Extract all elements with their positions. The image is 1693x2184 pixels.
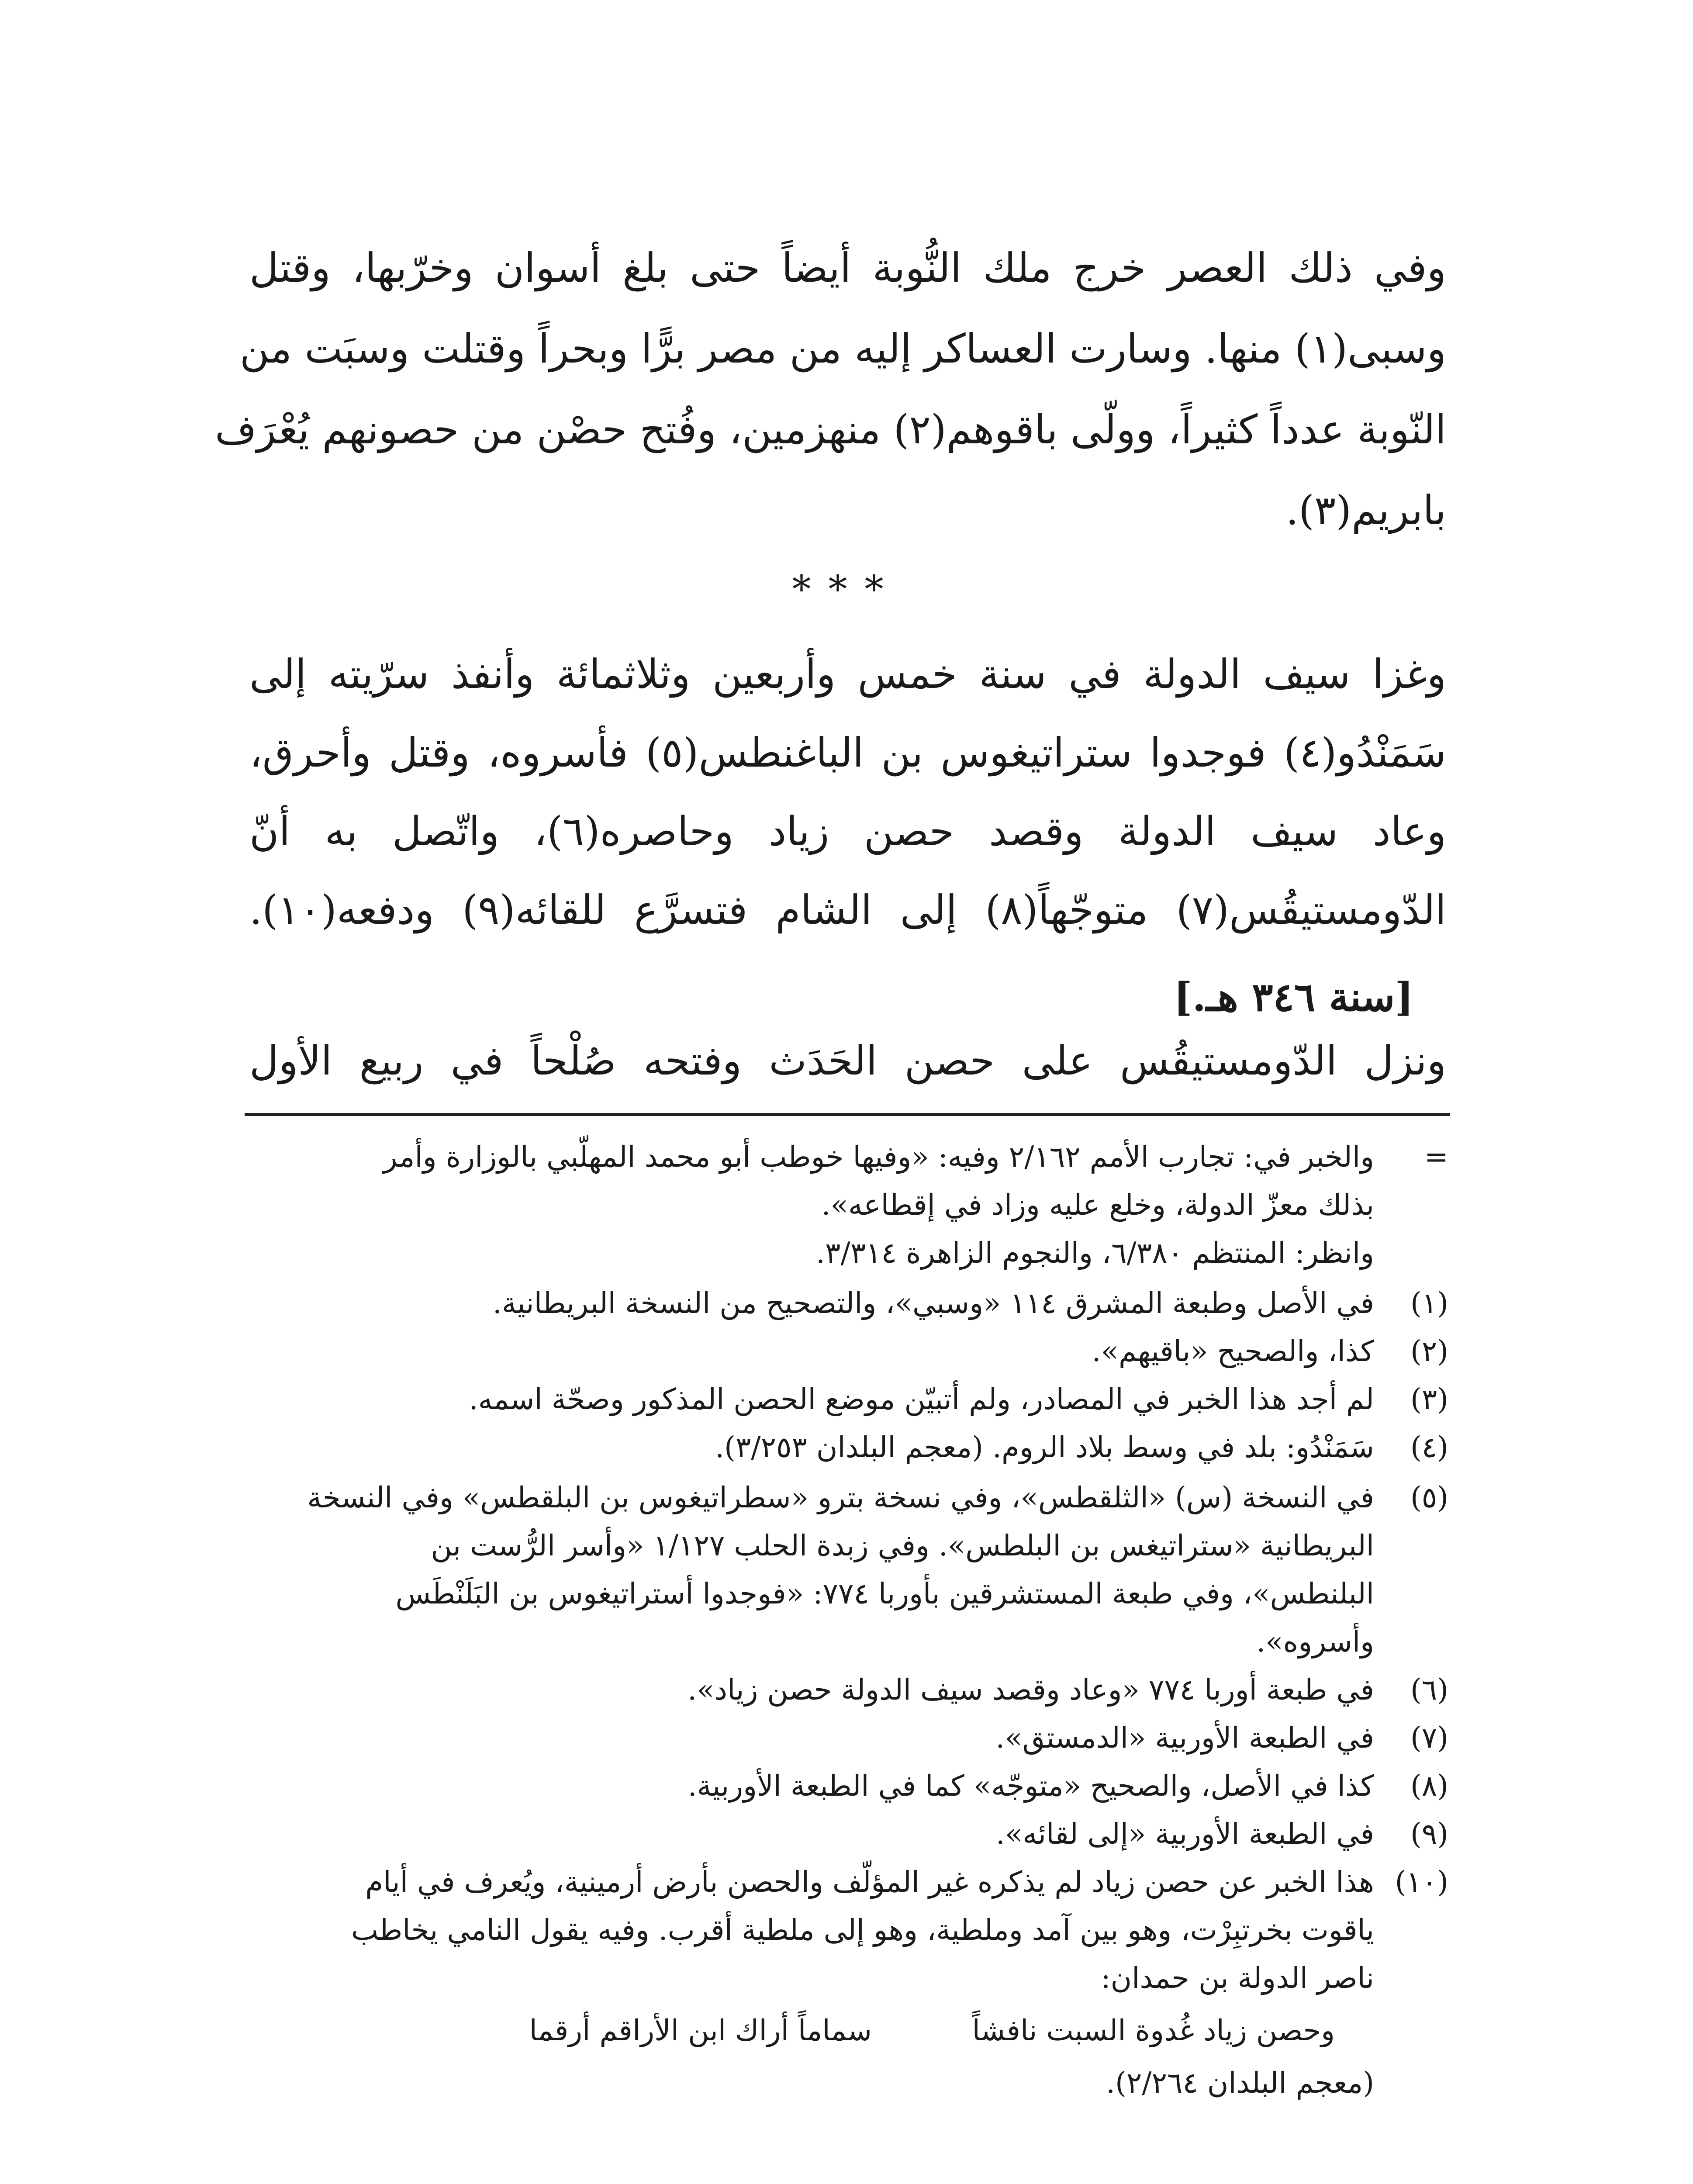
section-separator: *** <box>792 568 901 612</box>
footnote-text: في النسخة (س) «الثلقطس»، وفي نسخة بترو «سطراتيغوس بن البلقطس» وفي النسخة <box>307 1481 1374 1514</box>
footnote-number: (١٠) <box>1395 1865 1448 1899</box>
paragraph-1-line: بابريم(٣). <box>1285 487 1446 534</box>
verse-source: (معجم البلدان ٢/٢٦٤). <box>1106 2066 1374 2100</box>
footnote-text: في الأصل وطبعة المشرق ١١٤ «وسبي»، والتصحيح من النسخة البريطانية. <box>492 1286 1374 1320</box>
footnote-text: ياقوت بخرتبِرْت، وهو بين آمد وملطية، وهو إلى ملطية أقرب. وفيه يقول النامي يخاطب <box>351 1913 1374 1947</box>
footnote-text: في طبعة أوربا ٧٧٤ «وعاد وقصد سيف الدولة حصن زياد». <box>688 1673 1374 1707</box>
paragraph-1-line: وسبى(١) منها. وسارت العساكر إليه من مصر برًّا وبحراً وقتلت وسبَت من <box>239 325 1446 372</box>
footnote-text: البريطانية «ستراتيغس بن البلطس». وفي زبدة الحلب ١/١٢٧ «وأسر الرُّست بن <box>431 1529 1374 1562</box>
footnote-rule <box>245 1113 1450 1116</box>
footnote-text: هذا الخبر عن حصن زياد لم يذكره غير المؤلّف والحصن بأرض أرمينية، ويُعرف في أيام <box>365 1865 1374 1899</box>
footnote-number: (٦) <box>1410 1673 1448 1707</box>
footnote-number: (١) <box>1410 1286 1448 1320</box>
year-heading: [سنة ٣٤٦ هـ.] <box>1174 974 1413 1020</box>
paragraph-3-line: ونزل الدّومستيقُس على حصن الحَدَث وفتحه صُلْحاً في ربيع الأول <box>249 1037 1446 1084</box>
paragraph-2-line: وغزا سيف الدولة في سنة خمس وأربعين وثلاثمائة وأنفذ سرّيته إلى <box>249 651 1446 698</box>
paragraph-1-line: وفي ذلك العصر خرج ملك النُّوبة أيضاً حتى بلغ أسوان وخرّبها، وقتل <box>249 245 1446 291</box>
paragraph-1-line: النّوبة عدداً كثيراً، وولّى باقوهم(٢) منهزمين، وفُتح حصْن من حصونهم يُعْرَف <box>214 406 1446 453</box>
footnote-number: (٥) <box>1410 1481 1448 1514</box>
verse-hemistich-1: وحصن زياد غُدوة السبت نافشاً <box>972 2014 1335 2047</box>
footnote-text: وأسروه». <box>1256 1625 1374 1659</box>
footnote-number: (٧) <box>1410 1721 1448 1755</box>
paragraph-2-line: سَمَنْدُو(٤) فوجدوا ستراتيغوس بن الباغنطس(٥) فأسروه، وقتل وأحرق، <box>249 729 1447 776</box>
footnote-text: لم أجد هذا الخبر في المصادر، ولم أتبيّن موضع الحصن المذكور وصحّة اسمه. <box>469 1382 1374 1416</box>
footnote-text: في الطبعة الأوربية «إلى لقائه». <box>995 1817 1374 1851</box>
footnote-number: (٨) <box>1410 1769 1448 1803</box>
footnote-text: في الطبعة الأوربية «الدمستق». <box>995 1721 1374 1755</box>
footnote-text: بذلك معزّ الدولة، وخلع عليه وزاد في إقطاعه». <box>821 1188 1374 1222</box>
paragraph-2-line: وعاد سيف الدولة وقصد حصن زياد وحاصره(٦)، واتّصل به أنّ <box>249 808 1446 855</box>
footnote-text: سَمَنْدُو: بلد في وسط بلاد الروم. (معجم البلدان ٣/٢٥٣). <box>715 1431 1374 1464</box>
footnote-number: (٢) <box>1410 1334 1448 1368</box>
footnote-number: (٣) <box>1410 1382 1448 1416</box>
footnote-text: ناصر الدولة بن حمدان: <box>1101 1961 1374 1995</box>
footnote-number: (٤) <box>1410 1431 1448 1464</box>
footnote-text: والخبر في: تجارب الأمم ٢/١٦٢ وفيه: «وفيها خوطب أبو محمد المهلّبي بالوزارة وأمر <box>383 1140 1374 1174</box>
continuation-marker: = <box>1424 1140 1448 1174</box>
footnote-text: وانظر: المنتظم ٦/٣٨٠، والنجوم الزاهرة ٣/٣١٤. <box>816 1236 1374 1270</box>
paragraph-2-line: الدّومستيقُس(٧) متوجّهاً(٨) إلى الشام فتسرَّع للقائه(٩) ودفعه(١٠). <box>249 887 1446 933</box>
footnote-number: (٩) <box>1410 1817 1448 1851</box>
verse-hemistich-2: سماماً أراك ابن الأراقم أرقما <box>529 2014 872 2047</box>
footnote-text: كذا في الأصل، والصحيح «متوجّه» كما في الطبعة الأوربية. <box>688 1769 1374 1803</box>
footnote-text: البلنطس»، وفي طبعة المستشرقين بأوربا ٧٧٤: «فوجدوا أستراتيغوس بن البَلَنْطَس <box>395 1577 1374 1610</box>
footnote-text: كذا، والصحيح «باقيهم». <box>1092 1334 1374 1368</box>
